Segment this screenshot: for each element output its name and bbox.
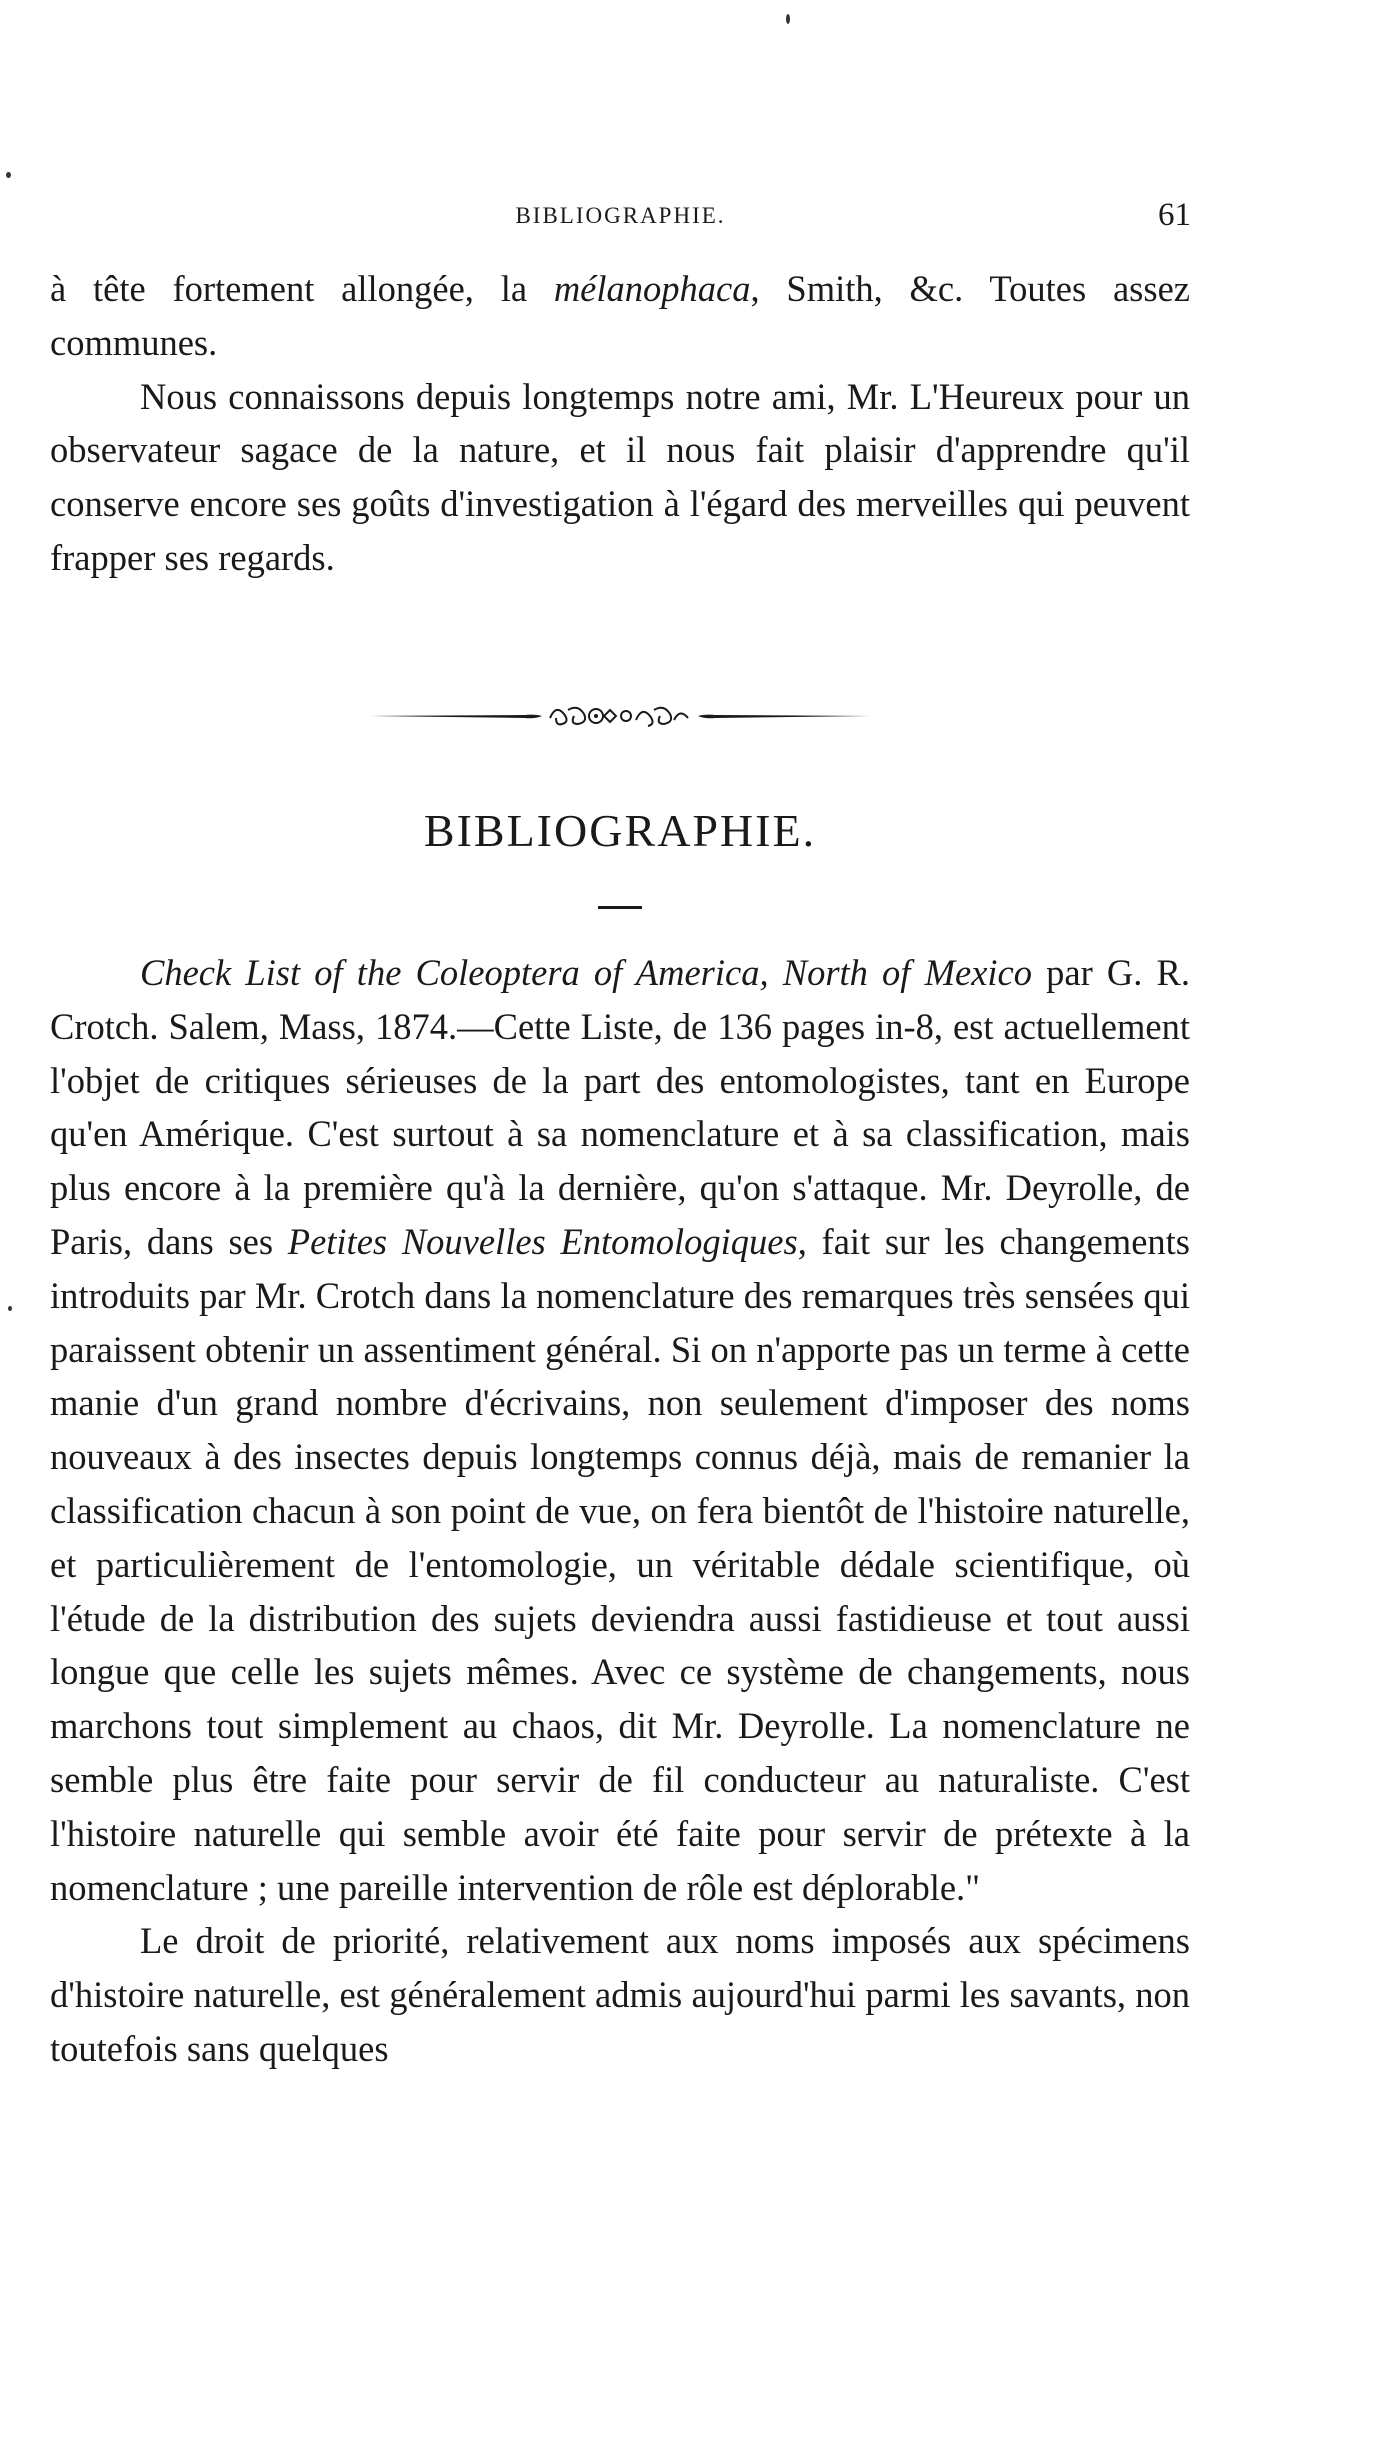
paragraph xyxy=(50,262,1190,370)
journal-title: Petites Nouvelles Entomologiques xyxy=(287,1220,798,1262)
bibliography-text-block xyxy=(50,946,1190,2076)
paragraph xyxy=(50,946,1190,1914)
page-number: 61 xyxy=(1158,197,1191,233)
running-title: BIBLIOGRAPHIE. xyxy=(515,203,726,228)
ink-speck xyxy=(8,1306,12,1311)
ornamental-divider-icon xyxy=(370,696,870,736)
title-rule xyxy=(598,906,642,909)
species-name: mélanophaca xyxy=(553,268,751,309)
ink-speck xyxy=(786,14,790,24)
ink-speck xyxy=(6,172,11,178)
text-run: à tête fortement allongée, la xyxy=(50,268,554,309)
section-title: BIBLIOGRAPHIE. xyxy=(423,805,817,856)
running-head xyxy=(50,197,1191,237)
text-run: , Smith, &c. Toutes assez communes. xyxy=(50,268,1190,363)
text-run: , fait sur les changements introduits par Mr. Crotch dans la nomenclature des remarques très sensées qui paraissent obtenir un assentiment général. Si on n'apporte pas un terme à cette manie d'un grand nombre d'écrivains, non seulement d'imposer des noms nouveaux à des insectes depuis longtemps connus déjà, mais de remanier la classification chacun à son point de vue, on fera bientôt de l'histoire naturelle, et particulièrement de l'entomologie, un véritable dédale scientifique, où l'étude de la distribution des sujets deviendra aussi fastidieuse et tout aussi longue que celle les sujets mêmes. Avec ce système de changements, nous marchons tout simplement au chaos, dit Mr. Deyrolle. La nomenclature ne semble plus être faite pour servir de fil conducteur au naturaliste. C'est l'histoire naturelle qui semble avoir été faite pour servir de prétexte à la nomenclature ; une pareille intervention de rôle est déplorable." xyxy=(50,1220,1190,1908)
paragraph: Nous connaissons depuis longtemps notre ami, Mr. L'Heureux pour un observateur sagace de la nature, et il nous fait plaisir d'apprendre qu'il conserve encore ses goûts d'investigation à l'égard des merveilles qui peuvent frapper ses regards. xyxy=(50,375,1190,578)
paragraph: Le droit de priorité, relativement aux noms imposés aux spécimens d'histoire naturelle, est généralement admis aujourd'hui parmi les savants, non toutefois sans quelques xyxy=(50,1920,1190,2069)
top-text-block xyxy=(50,262,1190,585)
text-run: par G. R. Crotch. Salem, Mass, 1874.—Cette Liste, de 136 pages in-8, est actuellement l'objet de critiques sérieuses de la part des entomologistes, tant en Europe qu'en Amérique. C'est surtout à sa nomenclature et à sa classification, mais plus encore à la première qu'à la dernière, qu'on s'attaque. Mr. Deyrolle, de Paris, dans ses xyxy=(50,952,1190,1262)
book-title: Check List of the Coleoptera of America, North of Mexico xyxy=(140,952,1032,993)
